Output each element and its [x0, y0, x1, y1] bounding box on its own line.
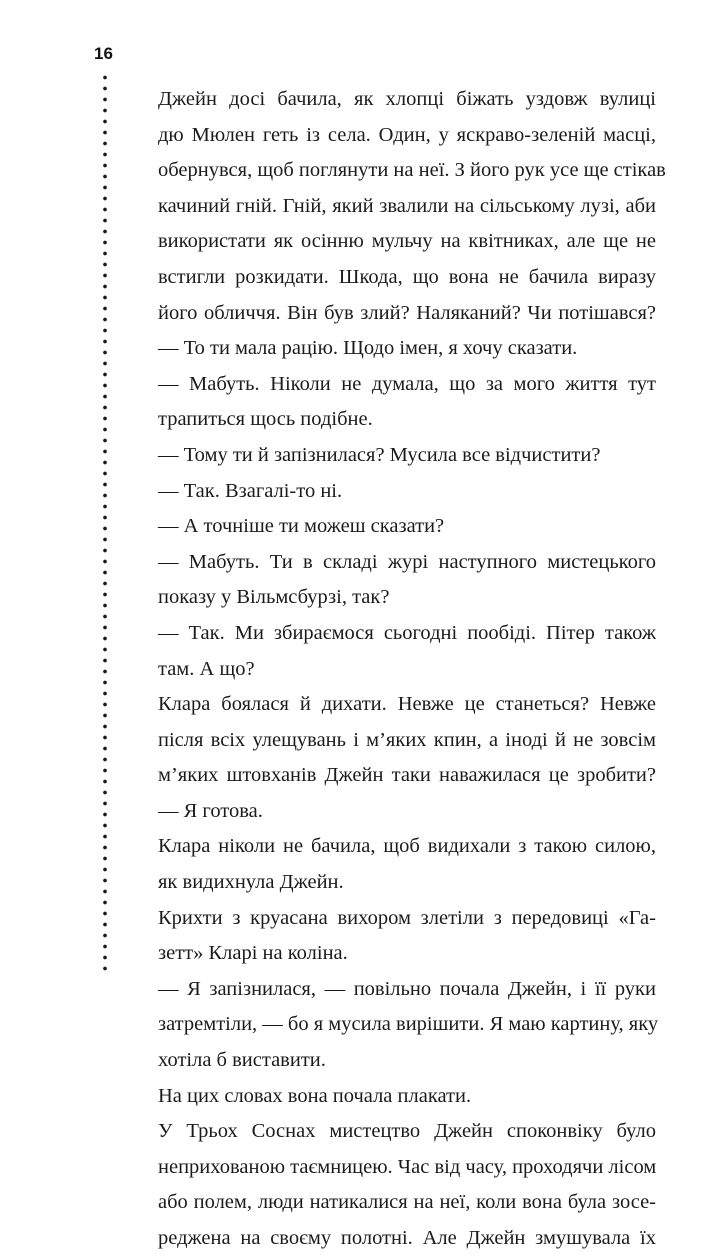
text-line: На цих словах вона почала плакати. — [158, 1084, 472, 1107]
text-line: Джейн досі бачила, як хлопці біжать уздовж вулиці — [158, 88, 656, 110]
text-line: встигли розкидати. Шкода, що вона не бачила виразу — [158, 265, 656, 288]
text-line: — Мабуть. Ти в складі журі наступного мистецького — [158, 550, 656, 573]
text-line: м’яких штовханів Джейн таки наважилася це зробити? — [158, 764, 656, 787]
text-line: після всіх улещувань і м’яких кпин, а іноді й не зовсім — [158, 728, 656, 751]
text-line: качиний гній. Гній, який звалили на сільському лузі, аби — [158, 194, 656, 217]
text-line: Крихти з круасана вихором злетіли з передовиці «Га- — [158, 906, 656, 929]
text-line: У Трьох Соснах мистецтво Джейн споконвіку було — [158, 1120, 656, 1143]
text-line: — Я готова. — [158, 799, 263, 822]
text-line: його обличчя. Він був злий? Наляканий? Чи потішався? — [158, 301, 656, 324]
text-line: Клара боялася й дихати. Невже це станеться? Невже — [158, 693, 656, 716]
text-line: — То ти мала рацію. Щодо імен, я хочу сказати. — [158, 337, 578, 360]
text-line: — Тому ти й запізнилася? Мусила все відчистити? — [158, 443, 601, 466]
text-line: Клара ніколи не бачила, щоб видихали з такою силою, — [158, 835, 656, 858]
text-line: зетт» Кларі на коліна. — [158, 942, 348, 965]
page-number: 16 — [94, 44, 113, 63]
text-line: хотіла б виставити. — [158, 1049, 326, 1072]
dotted-margin-decoration — [101, 72, 109, 972]
text-line: — Так. Взагалі-то ні. — [158, 479, 343, 502]
text-line: або полем, люди натикалися на неї, коли вона була зосе- — [158, 1191, 656, 1214]
text-line: дю Мюлен геть із села. Один, у яскраво-зеленій масці, — [158, 123, 656, 146]
text-line: показу у Вільмсбурзі, так? — [158, 586, 390, 609]
text-line: — А точніше ти можеш сказати? — [158, 515, 445, 538]
text-line: як видихнула Джейн. — [158, 871, 344, 894]
text-line: неприхованою таємницею. Час від часу, проходячи лісом — [158, 1155, 657, 1178]
text-line: затремтіли, — бо я мусила вирішити. Я маю картину, яку — [158, 1013, 659, 1036]
text-line: — Я запізнилася, — повільно почала Джейн, і її руки — [158, 977, 656, 1000]
text-line: там. А що? — [158, 657, 255, 680]
body-text — [158, 82, 666, 1257]
text-line: трапиться щось подібне. — [158, 408, 373, 431]
text-line: — Так. Ми збираємося сьогодні пообіді. Пітер також — [158, 621, 656, 644]
text-line: реджена на своєму полотні. Але Джейн змушувала їх — [158, 1227, 656, 1249]
text-line: обернувся, щоб поглянути на неї. З його рук усе ще стікав — [158, 159, 666, 182]
text-line: використати як осінню мульчу на квітниках, але ще не — [158, 230, 656, 253]
text-line: — Мабуть. Ніколи не думала, що за мого життя тут — [158, 372, 656, 395]
